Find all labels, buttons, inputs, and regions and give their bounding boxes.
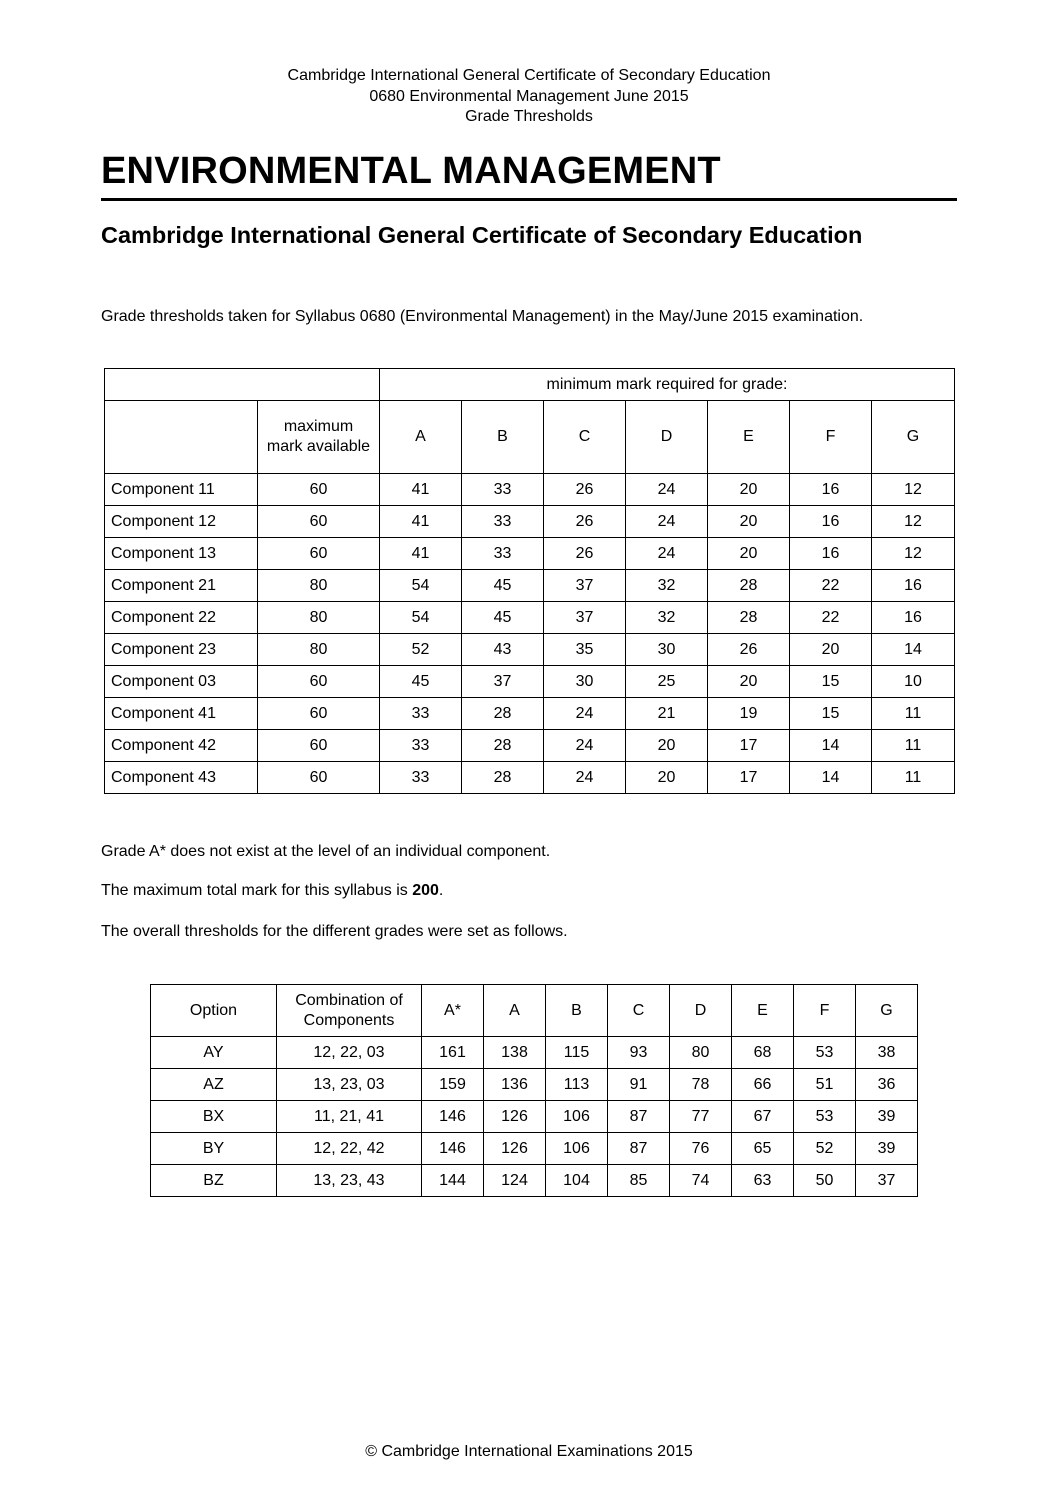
grade-mark-cell: 33 xyxy=(462,538,544,570)
grade-mark-cell: 11 xyxy=(872,698,955,730)
overall-grade-cell: 106 xyxy=(546,1133,608,1165)
grade-mark-cell: 45 xyxy=(462,570,544,602)
grade-mark-cell: 17 xyxy=(708,730,790,762)
table-row xyxy=(105,698,955,730)
overall-grade-cell: 67 xyxy=(732,1101,794,1133)
overall-grade-cell: 91 xyxy=(608,1069,670,1101)
grade-mark-cell: 15 xyxy=(790,698,872,730)
grade-mark-cell: 26 xyxy=(708,634,790,666)
table-row xyxy=(151,1165,918,1197)
table-row xyxy=(105,666,955,698)
component-name: Component 12 xyxy=(105,506,258,538)
option-code: BY xyxy=(151,1133,277,1165)
component-combination: 13, 23, 43 xyxy=(277,1165,422,1197)
component-name: Component 13 xyxy=(105,538,258,570)
max-mark: 80 xyxy=(258,602,380,634)
grade-mark-cell: 14 xyxy=(790,762,872,794)
component-name: Component 22 xyxy=(105,602,258,634)
option-table-header: E xyxy=(732,985,794,1037)
overall-grade-cell: 144 xyxy=(422,1165,484,1197)
max-mark: 60 xyxy=(258,538,380,570)
grade-mark-cell: 16 xyxy=(872,602,955,634)
grade-mark-cell: 54 xyxy=(380,570,462,602)
grade-mark-cell: 24 xyxy=(544,730,626,762)
grade-header-g: G xyxy=(872,401,955,474)
grade-mark-cell: 19 xyxy=(708,698,790,730)
grade-mark-cell: 16 xyxy=(790,506,872,538)
table-row xyxy=(151,1101,918,1133)
grade-mark-cell: 26 xyxy=(544,506,626,538)
grade-mark-cell: 20 xyxy=(708,474,790,506)
grade-mark-cell: 20 xyxy=(708,506,790,538)
component-name: Component 11 xyxy=(105,474,258,506)
grade-header-a: A xyxy=(380,401,462,474)
grade-mark-cell: 30 xyxy=(626,634,708,666)
header-line-3: Grade Thresholds xyxy=(465,108,593,125)
max-mark: 60 xyxy=(258,474,380,506)
max-mark: 60 xyxy=(258,698,380,730)
table-row xyxy=(105,506,955,538)
max-total-suffix: . xyxy=(438,882,444,899)
grade-mark-cell: 17 xyxy=(708,762,790,794)
grade-mark-cell: 37 xyxy=(462,666,544,698)
grade-mark-cell: 21 xyxy=(626,698,708,730)
grade-mark-cell: 33 xyxy=(380,762,462,794)
grade-mark-cell: 32 xyxy=(626,570,708,602)
title-divider xyxy=(101,198,957,201)
grade-mark-cell: 25 xyxy=(626,666,708,698)
grade-mark-cell: 12 xyxy=(872,538,955,570)
overall-grade-cell: 87 xyxy=(608,1101,670,1133)
table-row xyxy=(105,762,955,794)
max-mark: 60 xyxy=(258,762,380,794)
grade-mark-cell: 45 xyxy=(380,666,462,698)
option-table-header: Option xyxy=(151,985,277,1037)
overall-grade-cell: 53 xyxy=(794,1101,856,1133)
intro-text: Grade thresholds taken for Syllabus 0680 (Environmental Management) in the May/June 2015 examination. xyxy=(101,308,864,325)
grade-mark-cell: 10 xyxy=(872,666,955,698)
component-name: Component 41 xyxy=(105,698,258,730)
overall-grade-cell: 115 xyxy=(546,1037,608,1069)
grade-mark-cell: 15 xyxy=(790,666,872,698)
grade-mark-cell: 28 xyxy=(462,730,544,762)
overall-grade-cell: 126 xyxy=(484,1133,546,1165)
grade-mark-cell: 41 xyxy=(380,474,462,506)
overall-grade-cell: 50 xyxy=(794,1165,856,1197)
option-table-header: A xyxy=(484,985,546,1037)
grade-mark-cell: 33 xyxy=(462,506,544,538)
component-combination: 13, 23, 03 xyxy=(277,1069,422,1101)
overall-grade-cell: 138 xyxy=(484,1037,546,1069)
grade-mark-cell: 33 xyxy=(462,474,544,506)
overall-grade-cell: 78 xyxy=(670,1069,732,1101)
grade-mark-cell: 20 xyxy=(708,666,790,698)
grade-mark-cell: 41 xyxy=(380,506,462,538)
grade-mark-cell: 16 xyxy=(790,538,872,570)
grade-mark-cell: 41 xyxy=(380,538,462,570)
grade-mark-cell: 20 xyxy=(626,730,708,762)
component-combination: 11, 21, 41 xyxy=(277,1101,422,1133)
option-code: BX xyxy=(151,1101,277,1133)
component-name: Component 23 xyxy=(105,634,258,666)
overall-grade-cell: 38 xyxy=(856,1037,918,1069)
grade-mark-cell: 28 xyxy=(462,762,544,794)
overall-grade-cell: 37 xyxy=(856,1165,918,1197)
overall-grade-cell: 36 xyxy=(856,1069,918,1101)
option-table-header-row xyxy=(151,985,918,1037)
overall-grade-cell: 106 xyxy=(546,1101,608,1133)
grade-mark-cell: 20 xyxy=(626,762,708,794)
grade-mark-cell: 43 xyxy=(462,634,544,666)
overall-grade-cell: 104 xyxy=(546,1165,608,1197)
max-total-prefix: The maximum total mark for this syllabus is xyxy=(101,882,413,899)
grade-mark-cell: 14 xyxy=(872,634,955,666)
max-mark: 60 xyxy=(258,506,380,538)
table-row xyxy=(105,634,955,666)
grade-header-b: B xyxy=(462,401,544,474)
overall-grade-cell: 68 xyxy=(732,1037,794,1069)
overall-grade-cell: 146 xyxy=(422,1101,484,1133)
component-thresholds-table xyxy=(104,368,955,794)
grade-mark-cell: 22 xyxy=(790,570,872,602)
overall-grade-cell: 126 xyxy=(484,1101,546,1133)
overall-grade-cell: 113 xyxy=(546,1069,608,1101)
max-total-value: 200 xyxy=(412,882,439,899)
overall-note: The overall thresholds for the different grades were set as follows. xyxy=(101,923,568,940)
grade-mark-cell: 24 xyxy=(626,538,708,570)
grade-mark-cell: 14 xyxy=(790,730,872,762)
grade-header-e: E xyxy=(708,401,790,474)
component-name: Component 43 xyxy=(105,762,258,794)
grade-mark-cell: 12 xyxy=(872,506,955,538)
grade-mark-cell: 24 xyxy=(626,474,708,506)
grade-header-d: D xyxy=(626,401,708,474)
grade-mark-cell: 45 xyxy=(462,602,544,634)
empty-header-cell xyxy=(105,401,258,474)
grade-group-header: minimum mark required for grade: xyxy=(380,369,955,401)
component-name: Component 42 xyxy=(105,730,258,762)
overall-grade-cell: 76 xyxy=(670,1133,732,1165)
grade-mark-cell: 12 xyxy=(872,474,955,506)
grade-mark-cell: 33 xyxy=(380,698,462,730)
grade-mark-cell: 24 xyxy=(626,506,708,538)
grade-mark-cell: 37 xyxy=(544,570,626,602)
option-code: AY xyxy=(151,1037,277,1069)
overall-grade-cell: 136 xyxy=(484,1069,546,1101)
grade-mark-cell: 28 xyxy=(708,602,790,634)
overall-grade-cell: 93 xyxy=(608,1037,670,1069)
component-name: Component 03 xyxy=(105,666,258,698)
max-mark: 60 xyxy=(258,730,380,762)
page-title: ENVIRONMENTAL MANAGEMENT xyxy=(101,150,721,192)
option-table-header: B xyxy=(546,985,608,1037)
copyright-footer: © Cambridge International Examinations 2015 xyxy=(365,1443,693,1460)
empty-header-cell xyxy=(105,369,380,401)
option-table-header: F xyxy=(794,985,856,1037)
overall-grade-cell: 65 xyxy=(732,1133,794,1165)
grade-header-f: F xyxy=(790,401,872,474)
grade-mark-cell: 52 xyxy=(380,634,462,666)
table-row xyxy=(105,602,955,634)
grade-mark-cell: 26 xyxy=(544,474,626,506)
grade-mark-cell: 20 xyxy=(708,538,790,570)
grade-mark-cell: 28 xyxy=(708,570,790,602)
overall-grade-cell: 77 xyxy=(670,1101,732,1133)
astar-note: Grade A* does not exist at the level of an individual component. xyxy=(101,843,551,860)
grade-mark-cell: 11 xyxy=(872,762,955,794)
max-total-note xyxy=(101,882,443,900)
option-table-header: C xyxy=(608,985,670,1037)
option-table-header: D xyxy=(670,985,732,1037)
grade-mark-cell: 35 xyxy=(544,634,626,666)
grade-mark-cell: 26 xyxy=(544,538,626,570)
header-line-1: Cambridge International General Certificate of Secondary Education xyxy=(287,67,771,84)
option-code: BZ xyxy=(151,1165,277,1197)
component-combination: 12, 22, 42 xyxy=(277,1133,422,1165)
max-mark: 80 xyxy=(258,634,380,666)
table-row xyxy=(105,538,955,570)
overall-grade-cell: 52 xyxy=(794,1133,856,1165)
option-table-header: Combination of Components xyxy=(277,985,422,1037)
header-line-2: 0680 Environmental Management June 2015 xyxy=(369,87,689,105)
overall-grade-cell: 53 xyxy=(794,1037,856,1069)
grade-mark-cell: 54 xyxy=(380,602,462,634)
table-row xyxy=(151,1037,918,1069)
max-mark: 80 xyxy=(258,570,380,602)
grade-mark-cell: 30 xyxy=(544,666,626,698)
grade-mark-cell: 28 xyxy=(462,698,544,730)
overall-grade-cell: 85 xyxy=(608,1165,670,1197)
document-header xyxy=(0,66,1058,128)
grade-mark-cell: 16 xyxy=(790,474,872,506)
max-mark-header: maximum mark available xyxy=(258,401,380,474)
component-name: Component 21 xyxy=(105,570,258,602)
grade-mark-cell: 11 xyxy=(872,730,955,762)
overall-grade-cell: 39 xyxy=(856,1101,918,1133)
option-table-header: A* xyxy=(422,985,484,1037)
option-thresholds-table xyxy=(150,984,918,1197)
option-code: AZ xyxy=(151,1069,277,1101)
overall-grade-cell: 39 xyxy=(856,1133,918,1165)
table-row xyxy=(105,474,955,506)
overall-grade-cell: 80 xyxy=(670,1037,732,1069)
table-row xyxy=(151,1069,918,1101)
grade-mark-cell: 37 xyxy=(544,602,626,634)
grade-mark-cell: 32 xyxy=(626,602,708,634)
grade-mark-cell: 16 xyxy=(872,570,955,602)
page-subtitle: Cambridge International General Certificate of Secondary Education xyxy=(101,222,863,248)
max-mark: 60 xyxy=(258,666,380,698)
table-row xyxy=(105,730,955,762)
overall-grade-cell: 66 xyxy=(732,1069,794,1101)
grade-mark-cell: 20 xyxy=(790,634,872,666)
grade-header-c: C xyxy=(544,401,626,474)
overall-grade-cell: 74 xyxy=(670,1165,732,1197)
grade-mark-cell: 24 xyxy=(544,698,626,730)
option-table-header: G xyxy=(856,985,918,1037)
table-row xyxy=(151,1133,918,1165)
overall-grade-cell: 159 xyxy=(422,1069,484,1101)
overall-grade-cell: 124 xyxy=(484,1165,546,1197)
overall-grade-cell: 146 xyxy=(422,1133,484,1165)
component-combination: 12, 22, 03 xyxy=(277,1037,422,1069)
overall-grade-cell: 63 xyxy=(732,1165,794,1197)
overall-grade-cell: 51 xyxy=(794,1069,856,1101)
grade-mark-cell: 24 xyxy=(544,762,626,794)
overall-grade-cell: 87 xyxy=(608,1133,670,1165)
overall-grade-cell: 161 xyxy=(422,1037,484,1069)
table-row xyxy=(105,570,955,602)
grade-mark-cell: 22 xyxy=(790,602,872,634)
grade-mark-cell: 33 xyxy=(380,730,462,762)
